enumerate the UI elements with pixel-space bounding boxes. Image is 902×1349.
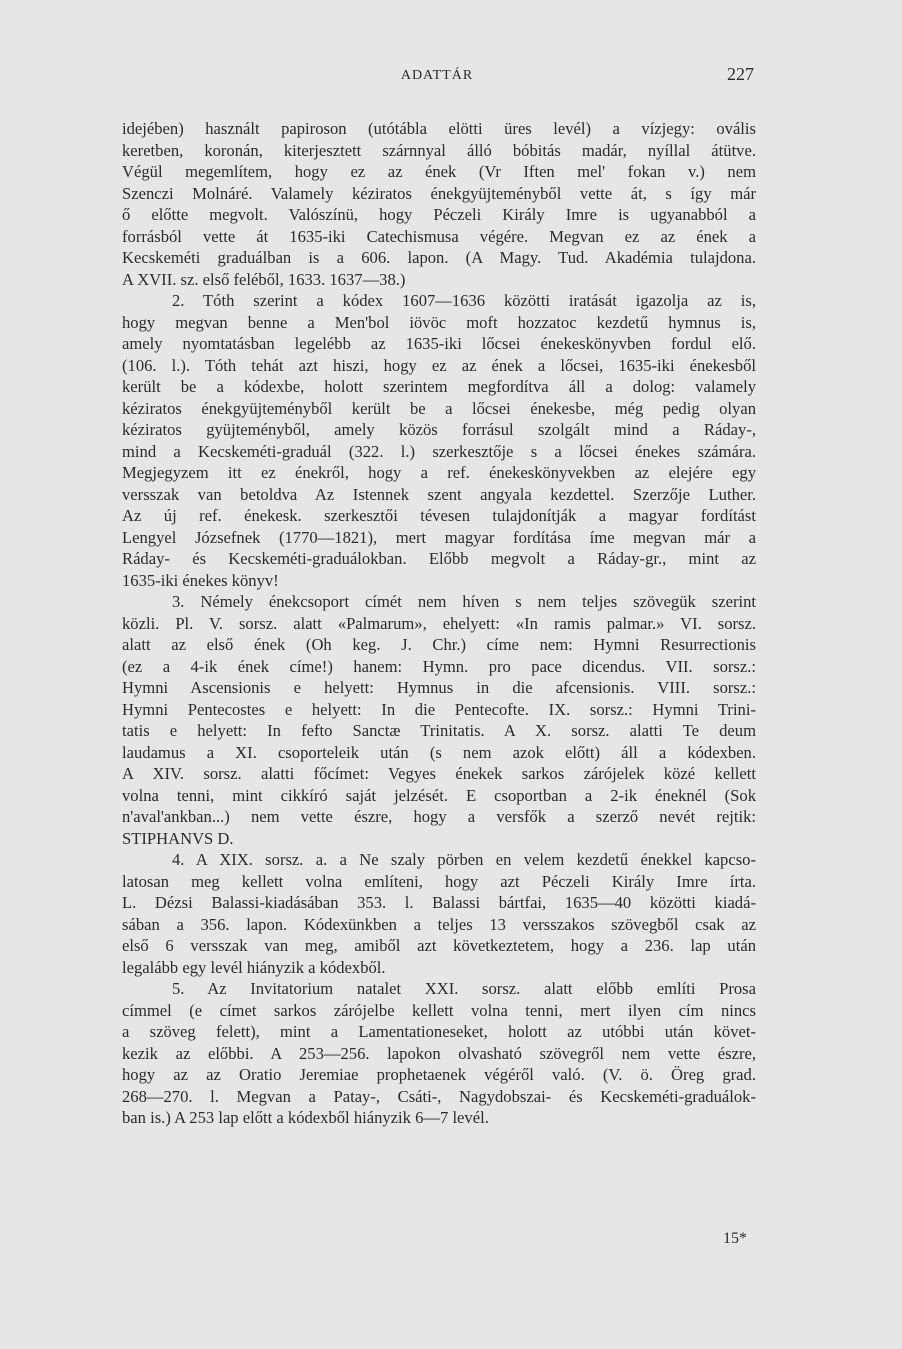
text-line: A XIV. sorsz. alatti főcímet: Vegyes énekek sarkos zárójelek közé kellett	[122, 764, 756, 783]
text-line: 5. Az Invitatorium natalet XXI. sorsz. alatt előbb említi Prosa	[172, 979, 756, 998]
text-line: versszak van betoldva Az Istennek szent angyala kezdettel. Szerzője Luther.	[122, 484, 756, 504]
text-line: 3. Némely énekcsoport címét nem híven s nem teljes szövegük szerint	[172, 592, 756, 611]
text-line: közli. Pl. V. sorsz. alatt «Palmarum», ehelyett: «In ramis palmar.» VI. sorsz.	[122, 613, 756, 633]
text-line: 2. Tóth szerint a kódex 1607—1636 közötti iratását igazolja az is,	[172, 291, 756, 310]
text-line: (ez a 4-ik ének címe!) hanem: Hymn. pro pace dicendus. VII. sorsz.:	[122, 656, 756, 676]
running-head: ADATTÁR	[400, 68, 474, 83]
text-line: mind a Kecskeméti-graduál (322. l.) szerkesztője s a lőcsei énekes számára.	[122, 441, 756, 461]
text-line: idejében) használt papiroson (utótábla elötti üres levél) a vízjegy: ovális	[122, 119, 756, 138]
text-line: kéziratos énekgyüjteményből került be a lőcsei énekesbe, még pedig olyan	[122, 398, 756, 418]
text-line: n'aval'ankban...) nem vette észre, hogy a versfők a szerző nevét rejtik:	[122, 807, 756, 826]
article-body	[122, 118, 756, 1129]
text-line: a szöveg felett), mint a Lamentationeseket, holott az utóbbi után követ-	[122, 1022, 756, 1041]
text-line: laudamus a XI. csoporteleik után (s nem azok előtt) áll a kódexben.	[122, 742, 756, 762]
text-line: hogy az az Oratio Jeremiae prophetaenek végéről való. (V. ö. Öreg grad.	[122, 1065, 756, 1084]
page-number: 227	[727, 64, 754, 84]
text-line: 268—270. l. Megvan a Patay-, Csáti-, Nagydobszai- és Kecskeméti-graduálok-	[122, 1086, 756, 1106]
text-line: Hymni Pentecostes e helyett: In die Pentecofte. IX. sorsz.: Hymni Trini-	[122, 699, 756, 719]
text-line: címmel (e címet sarkos zárójelbe kellett volna tenni, mert ilyen cím nincs	[122, 1000, 756, 1020]
text-line: ban is.) A 253 lap előtt a kódexből hiányzik 6—7 levél.	[122, 1108, 489, 1127]
page-header	[120, 64, 754, 88]
text-line: kéziratos gyüjteményből, amely közös forrásul szolgált mind a Ráday-,	[122, 420, 756, 439]
text-line: A XVII. sz. első feléből, 1633. 1637—38.)	[122, 269, 406, 289]
text-line: keretben, koronán, kiterjesztett szárnnyal álló bóbitás madár, nyíllal átütve.	[122, 140, 756, 160]
text-line: forrásból vette át 1635-iki Catechismusa végére. Megvan ez az ének a	[122, 226, 756, 246]
text-line: kezik az előbbi. A 253—256. lapokon olvasható szövegről nem vette észre,	[122, 1043, 756, 1063]
text-line: tatis e helyett: In fefto Sanctæ Trinitatis. A X. sorsz. alatti Te deum	[122, 721, 756, 740]
text-line: Végül megemlítem, hogy ez az ének (Vr Iften mel' fokan v.) nem	[122, 162, 756, 181]
text-line: első 6 versszak van meg, amiből azt következtetem, hogy a 236. lap után	[122, 936, 756, 955]
text-line: ő előtte megvolt. Valószínü, hogy Péczeli Király Imre is ugyanabból a	[122, 205, 756, 224]
text-line: sában a 356. lapon. Kódexünkben a teljes 13 versszakos szövegből csak az	[122, 914, 756, 934]
text-line: L. Dézsi Balassi-kiadásában 353. l. Balassi bártfai, 1635—40 közötti kiadá-	[122, 893, 756, 912]
text-line: STIPHANVS D.	[122, 828, 234, 848]
text-line: Megjegyzem itt ez énekről, hogy a ref. énekeskönyvekben az elejére egy	[122, 463, 756, 482]
text-line: legalább egy levél hiányzik a kódexből.	[122, 957, 386, 977]
text-line: (106. l.). Tóth tehát azt hiszi, hogy ez az ének a lőcsei, 1635-iki énekesből	[122, 355, 756, 375]
text-line: 1635-iki énekes könyv!	[122, 570, 279, 590]
text-line: Kecskeméti graduálban is a 606. lapon. (A Magy. Tud. Akadémia tulajdona.	[122, 248, 756, 267]
text-line: Ráday- és Kecskeméti-graduálokban. Előbb megvolt a Ráday-gr., mint az	[122, 549, 756, 568]
text-line: alatt az első ének (Oh keg. J. Chr.) címe nem: Hymni Resurrectionis	[122, 635, 756, 654]
text-line: hogy megvan benne a Men'bol iövöc moft hozzatoc kezdetű hymnus is,	[122, 312, 756, 332]
text-line: Hymni Ascensionis e helyett: Hymnus in die afcensionis. VIII. sorsz.:	[122, 678, 756, 697]
text-line: 4. A XIX. sorsz. a. a Ne szaly pörben en velem kezdetű énekkel kapcso-	[172, 850, 756, 869]
text-line: volna tenni, mint cikkíró saját jelzését. E csoportban a 2-ik éneknél (Sok	[122, 785, 756, 805]
text-line: Lengyel Józsefnek (1770—1821), mert magyar fordítása íme megvan már a	[122, 527, 756, 547]
text-line: Szenczi Molnáré. Valamely kéziratos énekgyüjteményből vette át, s így már	[122, 183, 756, 203]
text-line: Az új ref. énekesk. szerkesztői tévesen tulajdonítják a magyar fordítást	[122, 506, 756, 525]
text-line: amely nyomtatásban legelébb az 1635-iki lőcsei énekeskönyvben fordul elő.	[122, 334, 756, 353]
text-line: latosan meg kellett volna említeni, hogy azt Péczeli Király Imre írta.	[122, 871, 756, 891]
signature-mark: 15*	[723, 1230, 747, 1247]
text-line: került be a kódexbe, holott szerintem megfordítva áll a dolog: valamely	[122, 377, 756, 396]
